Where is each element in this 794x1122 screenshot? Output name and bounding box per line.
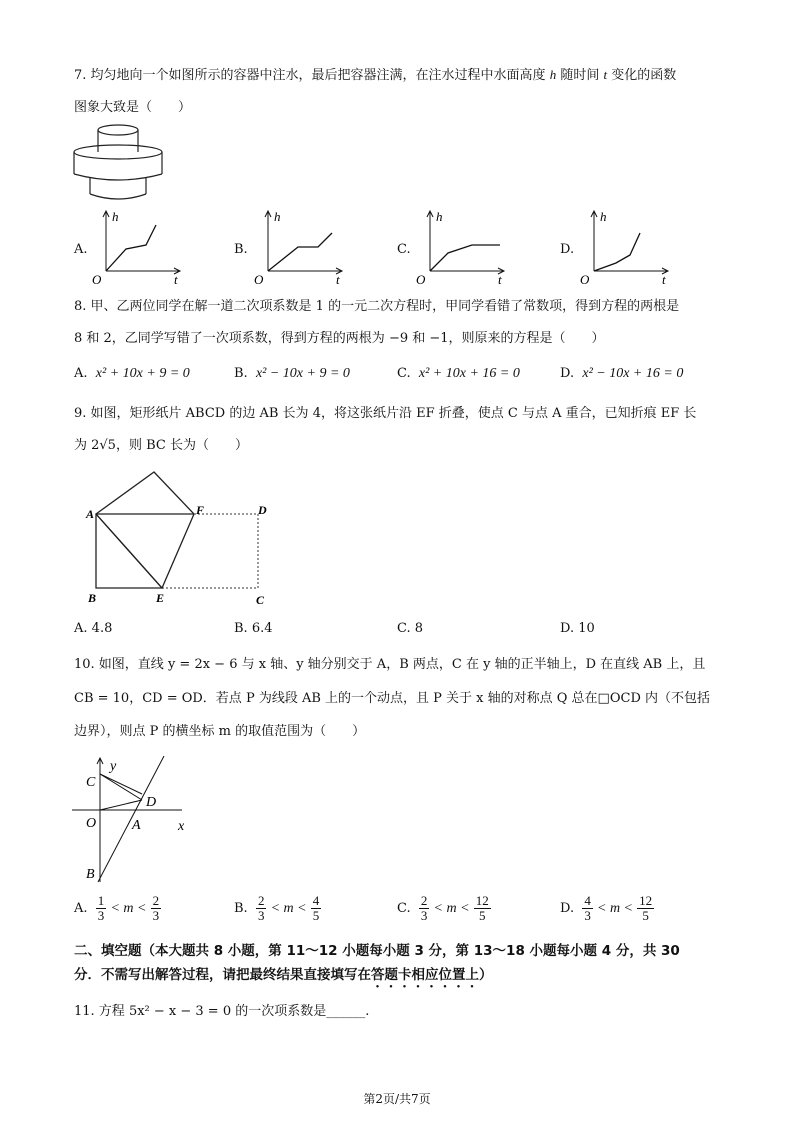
q9-label-f: F <box>196 503 205 517</box>
q10-c-mid: < m < <box>433 901 470 916</box>
q10-label-y: y <box>110 759 117 774</box>
q7-graph-d <box>578 205 678 285</box>
q9-label-b: B <box>88 591 97 605</box>
q8-c-label: C. <box>397 366 411 381</box>
q10-d-hi-num: 12 <box>639 893 653 908</box>
q9-line1: 9. 如图，矩形纸片 ABCD 的边 AB 长为 4，将这张纸片沿 EF 折叠，使点 C 与点 A 重合，已知折痕 EF 长 <box>74 406 697 421</box>
q7-graph-a <box>90 205 190 285</box>
q9-label-d: D <box>258 503 267 517</box>
q10-d-label: D. <box>560 901 575 916</box>
q8-line1: 8. 甲、乙两位同学在解一道二次项系数是 1 的一元二次方程时，甲同学看错了常数项，得到方程的两根是 <box>74 299 680 314</box>
q8-option-a[interactable] <box>74 366 190 382</box>
q8-d-label: D. <box>560 366 575 381</box>
q8-option-d[interactable] <box>560 366 683 382</box>
q10-d-mid: < m < <box>597 901 634 916</box>
q10-a-lo-num: 1 <box>97 893 105 908</box>
q10-a-hi <box>151 894 162 923</box>
q10-b-lo <box>256 894 267 923</box>
q7-graph-c <box>414 205 514 285</box>
q10-a-hi-num: 2 <box>152 893 160 908</box>
section2-text-a: 分．不需写出解答过程，请把最终结果直接填写在 <box>74 967 371 983</box>
q9-a-value: 4.8 <box>91 621 113 636</box>
q8-a-expr: x² + 10x + 9 = 0 <box>95 366 190 381</box>
q7-a-o: O <box>92 272 102 285</box>
q10-label-b: B <box>86 867 95 882</box>
q10-a-lo <box>96 894 107 923</box>
q10-c-lo <box>419 894 430 923</box>
q10-d-hi-den: 5 <box>642 908 649 923</box>
q9-d-value: 10 <box>578 621 595 636</box>
q10-a-hi-den: 3 <box>152 908 160 923</box>
q10-d-lo-den: 3 <box>584 908 591 923</box>
q10-b-lo-den: 3 <box>257 908 265 923</box>
q7-option-c[interactable]: C. <box>397 242 411 257</box>
q10-c-lo-den: 3 <box>420 908 428 923</box>
q10-label-d: D <box>146 795 157 810</box>
q7-d-t: t <box>662 272 666 285</box>
q7-text-end: 变化的函数 <box>611 68 677 83</box>
q9-label-a: A <box>86 507 95 521</box>
q7-b-o: O <box>254 272 264 285</box>
q10-a-lo-den: 3 <box>97 908 105 923</box>
q8-b-label: B. <box>234 366 248 381</box>
q9-a-label: A. <box>74 621 88 636</box>
q7-c-o: O <box>416 272 426 285</box>
q11-text-b: . <box>365 1004 370 1019</box>
q9-line2: 为 2√5，则 BC 长为（ ） <box>74 438 248 453</box>
q7-b-h: h <box>274 209 281 224</box>
q9-c-label: C. <box>397 621 411 636</box>
section2-text-b: ） <box>479 967 493 983</box>
q10-b-hi-num: 4 <box>312 893 320 908</box>
q10-option-b[interactable] <box>234 894 321 923</box>
q9-b-label: B. <box>234 621 248 636</box>
q8-d-expr: x² − 10x + 16 = 0 <box>582 366 684 381</box>
q10-line1: 10. 如图，直线 y = 2x − 6 与 x 轴、y 轴分别交于 A，B 两点，C 在 y 轴的正半轴上，D 在直线 AB 上，且 <box>74 657 706 672</box>
q8-c-expr: x² + 10x + 16 = 0 <box>418 366 520 381</box>
q7-d-o: O <box>580 272 590 285</box>
q10-b-mid: < m < <box>270 901 307 916</box>
q8-b-expr: x² − 10x + 9 = 0 <box>255 366 350 381</box>
q7-line1 <box>74 66 676 85</box>
q10-c-hi-num: 12 <box>475 893 489 908</box>
q8-option-c[interactable] <box>397 366 520 382</box>
q9-c-value: 8 <box>414 621 424 636</box>
q7-text-mid: 随时间 <box>560 68 600 83</box>
q10-b-hi-den: 5 <box>312 908 320 923</box>
q8-line2: 8 和 2，乙同学写错了一次项系数，得到方程的两根为 −9 和 −1，则原来的方程是（ ） <box>74 331 605 346</box>
q9-option-d[interactable] <box>560 621 595 636</box>
q7-text-a: 7. 均匀地向一个如图所示的容器中注水，最后把容器注满，在注水过程中水面高度 <box>74 68 546 83</box>
q9-d-label: D. <box>560 621 575 636</box>
q10-c-hi-den: 5 <box>478 908 486 923</box>
q7-option-d[interactable]: D. <box>560 242 575 257</box>
q11-text-a: 11. 方程 5x² − x − 3 = 0 的一次项系数是 <box>74 1004 327 1019</box>
q10-b-lo-num: 2 <box>257 893 265 908</box>
q10-d-lo <box>582 894 593 923</box>
q10-label-x: x <box>178 819 185 834</box>
q7-line2: 图象大致是（ ） <box>74 100 192 115</box>
q10-d-lo-num: 4 <box>584 893 591 908</box>
q7-option-b[interactable]: B. <box>234 242 248 257</box>
q9-b-value: 6.4 <box>251 621 273 636</box>
q9-figure <box>82 466 282 608</box>
q9-label-c: C <box>256 593 265 607</box>
q11-line <box>74 1003 369 1021</box>
q10-b-hi <box>311 894 322 923</box>
q9-option-b[interactable] <box>234 621 273 636</box>
q8-option-b[interactable] <box>234 366 350 382</box>
q10-d-hi <box>637 894 654 923</box>
q10-label-a: A <box>132 818 141 833</box>
q10-option-a[interactable] <box>74 894 161 923</box>
section2-line1: 二、填空题（本大题共 8 小题，第 11～12 小题每小题 3 分，第 13～18 小题每小题 4 分，共 30 <box>74 943 680 959</box>
q9-option-a[interactable] <box>74 621 112 636</box>
q7-option-a[interactable]: A. <box>74 242 88 257</box>
q10-option-d[interactable] <box>560 894 654 923</box>
q10-c-lo-num: 2 <box>420 893 428 908</box>
q7-c-h: h <box>436 209 443 224</box>
q9-option-c[interactable] <box>397 621 423 636</box>
q10-option-c[interactable] <box>397 894 491 923</box>
q10-b-label: B. <box>234 901 248 916</box>
q10-figure <box>70 754 200 886</box>
q7-d-h: h <box>600 209 607 224</box>
q10-line3: 边界），则点 P 的横坐标 m 的取值范围为（ ） <box>74 724 366 739</box>
q9-label-e: E <box>156 591 165 605</box>
q7-a-t: t <box>174 272 178 285</box>
q10-label-c: C <box>86 775 96 790</box>
q10-line2: CB = 10，CD = OD．若点 P 为线段 AB 上的一个动点，且 P 关于 x 轴的对称点 Q 总在□OCD 内（不包括 <box>74 691 710 706</box>
q7-a-h: h <box>112 209 119 224</box>
q7-c-t: t <box>498 272 502 285</box>
q7-graph-b <box>252 205 352 285</box>
section2-emphasis: 答题卡相应位置上 <box>371 967 479 983</box>
q10-label-o: O <box>86 816 97 831</box>
q8-a-label: A. <box>74 366 88 381</box>
q7-b-t: t <box>336 272 340 285</box>
q10-c-label: C. <box>397 901 411 916</box>
q7-container-figure <box>68 122 168 204</box>
q10-a-label: A. <box>74 901 88 916</box>
page-footer: 第2页/共7页 <box>363 1092 431 1106</box>
q10-a-mid: < m < <box>110 901 147 916</box>
q11-answer-blank[interactable]: ______ <box>326 1004 366 1019</box>
q7-h: h <box>549 67 557 82</box>
q10-c-hi <box>474 894 491 923</box>
q7-t: t <box>603 67 608 82</box>
section2-line2 <box>74 966 493 991</box>
